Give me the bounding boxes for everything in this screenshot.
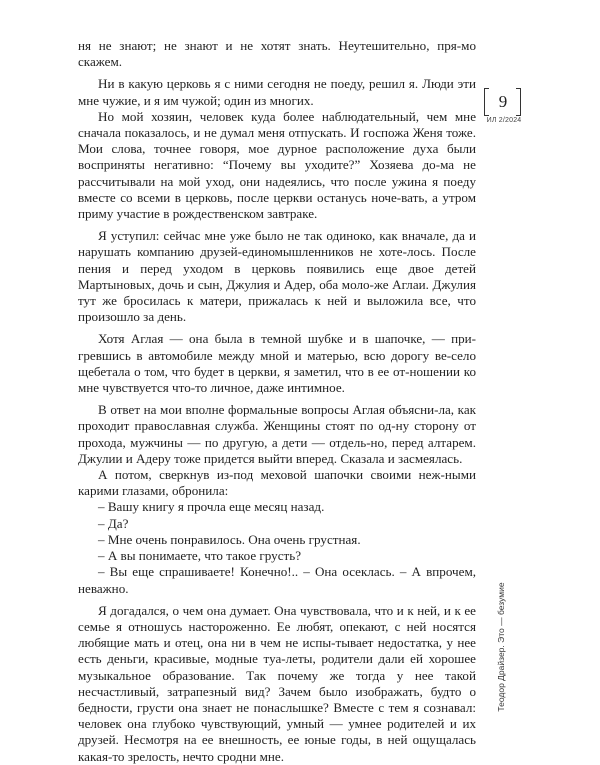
page-number: 9 <box>498 92 508 111</box>
paragraph: А потом, сверкнув из-под меховой шапочки своими неж-ными карими глазами, обронила: <box>78 467 476 499</box>
running-title: Теодор Драйзер. Это — безумие <box>496 582 506 712</box>
dialogue-line: – А вы понимаете, что такое грусть? <box>98 548 302 564</box>
page-number-bracket-right <box>516 88 521 116</box>
paragraph: Я догадался, о чем она думает. Она чувствовала, что и к ней, и к ее семье я отношусь настороженно. Ее любят, опекают, с ней носятся любящие мать и отец, она ни в чем не испы-тывает недостатка, у нее есть деньги, красивые, модные туа-леты, родители дали ей хорошее музыкальное образование. Так почему же тогда у нее такой несчастливый, затрапезный вид? Зачем было изображать, будто о бедности, грусти она знает не понаслышке? Вместе с тем я сознавал: человек она глубоко чувствующий, умный — умнее родителей и их друзей. Несмотря на ее внешность, ее юные годы, в ней ощущалась какая-то зрелость, нечто сродни мне. <box>78 602 476 764</box>
paragraph: Я уступил: сейчас мне уже было не так одиноко, как вначале, да и нарушать компанию друзей-единомышленников не хоте-лось. После пения и перед уходом в церковь появились еще двое детей Мартыновых, дочь и сын, Джулия и Адер, оба моло-же Аглаи. Джулия тут же бросилась к матери, прижалась к ней и выложила все, что произошло за день. <box>78 228 476 325</box>
paragraph: В ответ на мои вполне формальные вопросы Аглая объясни-ла, как проходит православная служба. Женщины стоят по од-ну сторону от прохода, мужчины — по другую, а дети — отдель-но, перед алтарем. Джулии и Адеру тоже придется выйти вперед. Сказала и засмеялась. <box>78 402 476 466</box>
dialogue-line: – Да? <box>98 515 129 531</box>
paragraph: ня не знают; не знают и не хотят знать. Неутешительно, пря-мо скажем. <box>78 38 476 70</box>
dialogue-line: – Мне очень понравилось. Она очень грустная. <box>98 531 361 547</box>
dialogue-line: – Вы еще спрашиваете! Конечно!.. – Она осеклась. – А впрочем, неважно. <box>78 564 476 596</box>
paragraph: Но мой хозяин, человек куда более наблюдательный, чем мне сначала показалось, и не думал меня отпускать. И госпожа Женя тоже. Мои слова, точнее говоря, мое дурное расположение духа были восприняты негативно: “Почему вы уходите?” Хозяева до-ма не рассчитывали на мой уход, они надеялись, что после ужина я поеду вместе со всеми в церковь, после церкви останусь ноче-вать, а утром приму участие в рождественском завтраке. <box>78 108 476 222</box>
paragraph: Ни в какую церковь я с ними сегодня не поеду, решил я. Люди эти мне чужие, и я им чужой; один из многих. <box>78 76 476 108</box>
body-text <box>78 38 476 765</box>
issue-label: ИЛ 2/2024 <box>486 117 522 124</box>
paragraph: Хотя Аглая — она была в темной шубке и в шапочке, — при-гревшись в автомобиле между мной и матерью, всю дорогу ве-село щебетала о том, что будет в церкви, я заметил, что в ее от-ношении ко мне чувствуется что-то личное, даже интимное. <box>78 331 476 396</box>
dialogue-line: – Вашу книгу я прочла еще месяц назад. <box>98 499 325 515</box>
